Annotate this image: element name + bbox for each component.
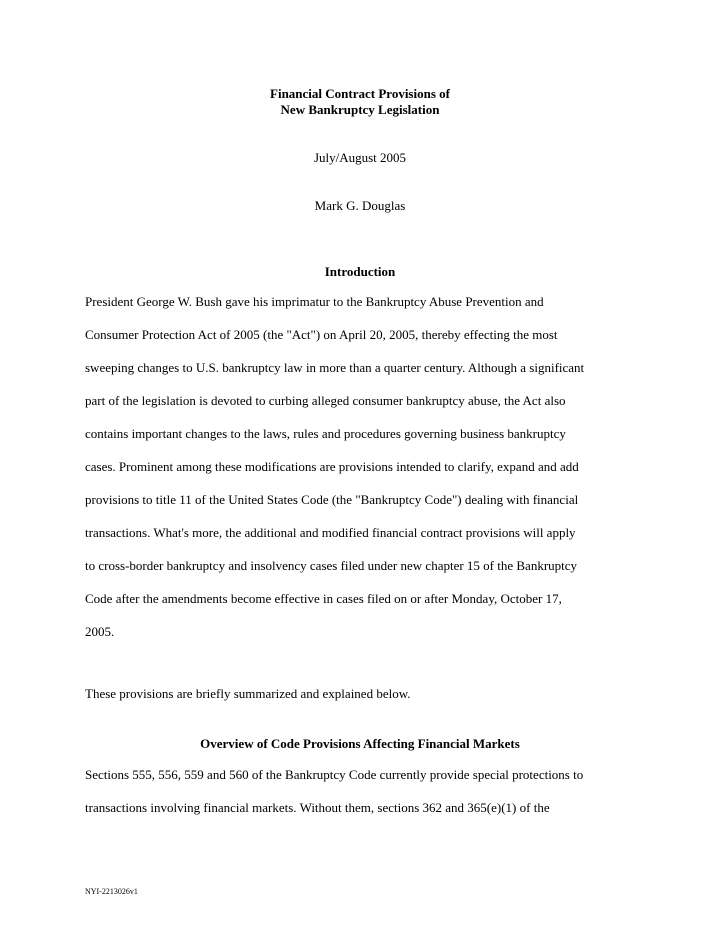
paragraph-line: sweeping changes to U.S. bankruptcy law in more than a quarter century. Although a significant [85,360,585,375]
paragraph-line: transactions. What's more, the additional and modified financial contract provisions will apply [85,525,576,540]
paragraph-line: Code after the amendments become effective in cases filed on or after Monday, October 17, [85,591,562,606]
document-footer-id: NYI-2213026v1 [85,887,138,896]
paragraph-line: President George W. Bush gave his imprimatur to the Bankruptcy Abuse Prevention and [85,294,544,309]
section-heading-overview: Overview of Code Provisions Affecting Financial Markets [200,736,520,751]
document-title-line-1: Financial Contract Provisions of [270,86,450,101]
paragraph-line: 2005. [85,624,115,639]
document-author: Mark G. Douglas [314,198,406,213]
document-title-line-2: New Bankruptcy Legislation [280,102,440,117]
paragraph-line: to cross-border bankruptcy and insolvency cases filed under new chapter 15 of the Bankruptcy [85,558,578,573]
paragraph-line: Sections 555, 556, 559 and 560 of the Bankruptcy Code currently provide special protections to [85,767,584,782]
paragraph-line: part of the legislation is devoted to curbing alleged consumer bankruptcy abuse, the Act also [85,393,566,408]
document-date: July/August 2005 [313,150,407,165]
section-heading-introduction: Introduction [324,264,396,279]
paragraph-summary: These provisions are briefly summarized and explained below. [85,686,411,701]
paragraph-line: contains important changes to the laws, rules and procedures governing business bankruptcy [85,426,566,441]
paragraph-line: transactions involving financial markets. Without them, sections 362 and 365(e)(1) of the [85,800,550,815]
paragraph-line: cases. Prominent among these modifications are provisions intended to clarify, expand and add [85,459,579,474]
paragraph-line: provisions to title 11 of the United States Code (the "Bankruptcy Code") dealing with financial [85,492,579,507]
paragraph-line: Consumer Protection Act of 2005 (the "Act") on April 20, 2005, thereby effecting the most [85,327,558,342]
